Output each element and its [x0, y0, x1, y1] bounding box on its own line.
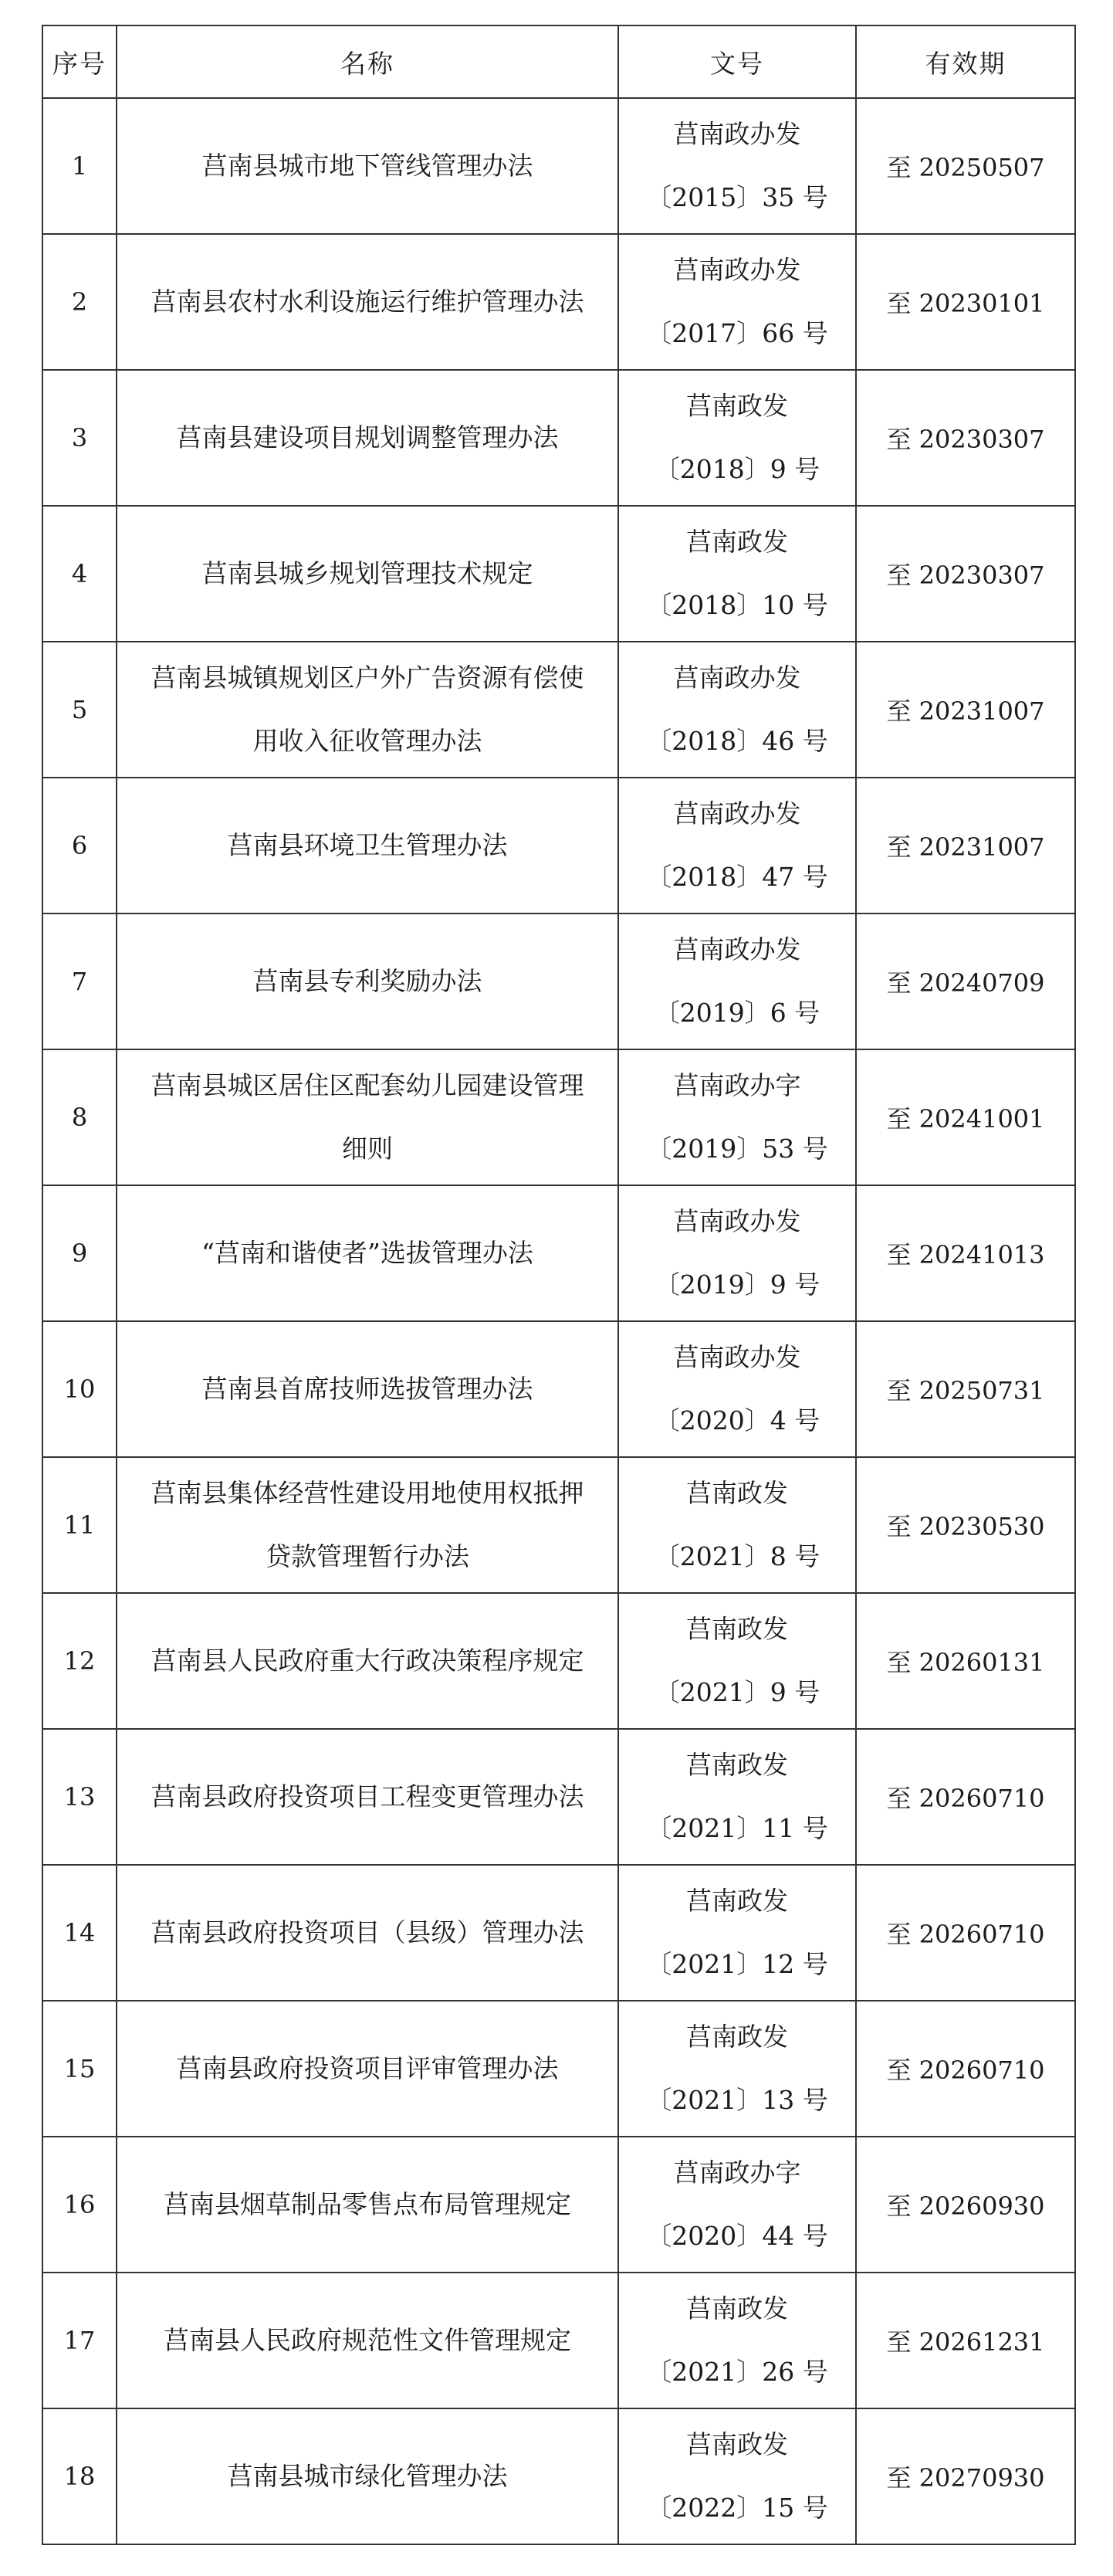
document-issuer-line: 莒南政办字	[673, 1070, 801, 1100]
document-issuer-line: 莒南政办发	[673, 798, 801, 829]
document-number-line: 〔2018〕10 号	[646, 590, 828, 620]
validity-cell: 至 20250731	[856, 1321, 1075, 1457]
validity-cell: 至 20230101	[856, 234, 1075, 370]
serial-number-cell: 16	[42, 2137, 117, 2273]
document-issuer-line: 莒南政发	[686, 1886, 788, 1916]
name-line: 莒南县烟草制品零售点布局管理规定	[164, 2189, 571, 2219]
validity-cell: 至 20260930	[856, 2137, 1075, 2273]
document-issuer-line: 莒南政办发	[673, 934, 801, 964]
validity-cell: 至 20240709	[856, 913, 1075, 1049]
table-row	[42, 370, 1075, 506]
header-row	[42, 25, 1075, 98]
serial-number-cell: 1	[42, 98, 117, 234]
document-number-line: 〔2022〕15 号	[646, 2493, 828, 2523]
name-line: 莒南县首席技师选拔管理办法	[201, 1374, 533, 1404]
regulations-table	[42, 25, 1076, 2545]
document-number-cell	[618, 2001, 856, 2137]
name-cell	[117, 234, 618, 370]
name-cell	[117, 1185, 618, 1321]
name-cell	[117, 98, 618, 234]
table-row	[42, 1865, 1075, 2001]
serial-number-cell: 6	[42, 778, 117, 913]
serial-number-cell: 7	[42, 913, 117, 1049]
header-name: 名称	[117, 25, 618, 98]
document-number-line: 〔2021〕8 号	[654, 1541, 820, 1571]
document-number-line: 〔2015〕35 号	[646, 182, 828, 212]
document-issuer-line: 莒南政办发	[673, 1206, 801, 1236]
name-line: 莒南县政府投资项目（县级）管理办法	[151, 1917, 584, 1947]
name-line: 莒南县环境卫生管理办法	[227, 830, 508, 860]
name-line: 莒南县集体经营性建设用地使用权抵押	[151, 1478, 584, 1508]
serial-number-cell: 3	[42, 370, 117, 506]
document-number-cell	[618, 2273, 856, 2408]
document-number-cell	[618, 2137, 856, 2273]
document-number-cell	[618, 778, 856, 913]
document-number-line: 〔2019〕53 号	[646, 1134, 828, 1164]
validity-cell: 至 20261231	[856, 2273, 1075, 2408]
serial-number-cell: 18	[42, 2408, 117, 2544]
name-line: 贷款管理暂行办法	[266, 1541, 469, 1571]
name-line: 莒南县城乡规划管理技术规定	[201, 558, 533, 588]
name-line: 莒南县政府投资项目工程变更管理办法	[151, 1781, 584, 1812]
table-row	[42, 2408, 1075, 2544]
document-number-line: 〔2018〕47 号	[646, 862, 828, 892]
name-line: 莒南县农村水利设施运行维护管理办法	[151, 286, 584, 317]
table-row	[42, 1593, 1075, 1729]
validity-cell: 至 20230530	[856, 1457, 1075, 1593]
document-number-line: 〔2019〕9 号	[654, 1269, 820, 1300]
table-row	[42, 234, 1075, 370]
table-row	[42, 913, 1075, 1049]
document-issuer-line: 莒南政发	[686, 527, 788, 557]
table-row	[42, 2137, 1075, 2273]
document-number-cell	[618, 913, 856, 1049]
validity-cell: 至 20230307	[856, 370, 1075, 506]
name-cell	[117, 2408, 618, 2544]
name-cell	[117, 1865, 618, 2001]
table-row	[42, 506, 1075, 642]
name-line: 莒南县人民政府重大行政决策程序规定	[151, 1646, 584, 1676]
document-number-cell	[618, 1865, 856, 2001]
document-number-cell	[618, 98, 856, 234]
table-body	[42, 98, 1075, 2544]
table-row	[42, 1185, 1075, 1321]
document-number-cell	[618, 1049, 856, 1185]
table-row	[42, 1049, 1075, 1185]
serial-number-cell: 8	[42, 1049, 117, 1185]
name-cell	[117, 1729, 618, 1865]
name-cell	[117, 2137, 618, 2273]
table-row	[42, 98, 1075, 234]
name-line: 莒南县政府投资项目评审管理办法	[176, 2053, 559, 2083]
document-number-cell	[618, 1457, 856, 1593]
serial-number-cell: 14	[42, 1865, 117, 2001]
name-line: 莒南县城市地下管线管理办法	[201, 151, 533, 181]
name-line: 莒南县城镇规划区户外广告资源有偿使	[151, 663, 584, 693]
document-issuer-line: 莒南政办发	[673, 119, 801, 149]
table-row	[42, 642, 1075, 778]
document-issuer-line: 莒南政发	[686, 2022, 788, 2052]
validity-cell: 至 20231007	[856, 778, 1075, 913]
document-issuer-line: 莒南政发	[686, 391, 788, 421]
document-number-cell	[618, 1185, 856, 1321]
name-cell	[117, 506, 618, 642]
document-number-cell	[618, 234, 856, 370]
document-number-line: 〔2018〕9 号	[654, 454, 820, 484]
document-number-cell	[618, 1729, 856, 1865]
name-cell	[117, 1049, 618, 1185]
header-document-number: 文号	[618, 25, 856, 98]
name-line: 细则	[342, 1134, 393, 1164]
document-number-cell	[618, 506, 856, 642]
validity-cell: 至 20260710	[856, 1865, 1075, 2001]
document-number-line: 〔2021〕13 号	[646, 2085, 828, 2115]
serial-number-cell: 4	[42, 506, 117, 642]
name-cell	[117, 1321, 618, 1457]
serial-number-cell: 9	[42, 1185, 117, 1321]
serial-number-cell: 5	[42, 642, 117, 778]
document-issuer-line: 莒南政办发	[673, 255, 801, 285]
serial-number-cell: 13	[42, 1729, 117, 1865]
document-number-line: 〔2021〕9 号	[654, 1677, 820, 1707]
document-number-cell	[618, 2408, 856, 2544]
validity-cell: 至 20260131	[856, 1593, 1075, 1729]
table-header	[42, 25, 1075, 98]
document-number-cell	[618, 642, 856, 778]
document-number-line: 〔2019〕6 号	[654, 998, 820, 1028]
table-row	[42, 2273, 1075, 2408]
table-row	[42, 1729, 1075, 1865]
name-line: 莒南县城区居住区配套幼儿园建设管理	[151, 1070, 584, 1100]
serial-number-cell: 10	[42, 1321, 117, 1457]
document-number-cell	[618, 1593, 856, 1729]
table-row	[42, 1321, 1075, 1457]
name-line: 用收入征收管理办法	[252, 726, 482, 756]
document-number-line: 〔2018〕46 号	[646, 726, 828, 756]
validity-cell: 至 20241001	[856, 1049, 1075, 1185]
document-page	[42, 25, 1076, 2545]
validity-cell: 至 20260710	[856, 2001, 1075, 2137]
validity-cell: 至 20230307	[856, 506, 1075, 642]
validity-cell: 至 20241013	[856, 1185, 1075, 1321]
name-line: 莒南县专利奖励办法	[252, 966, 482, 996]
document-issuer-line: 莒南政发	[686, 2429, 788, 2459]
document-number-line: 〔2021〕11 号	[646, 1813, 828, 1843]
document-issuer-line: 莒南政办发	[673, 663, 801, 693]
serial-number-cell: 11	[42, 1457, 117, 1593]
document-number-line: 〔2021〕26 号	[646, 2357, 828, 2387]
serial-number-cell: 2	[42, 234, 117, 370]
document-issuer-line: 莒南政发	[686, 1478, 788, 1508]
name-line: 莒南县人民政府规范性文件管理规定	[164, 2325, 571, 2355]
document-number-line: 〔2020〕4 号	[654, 1405, 820, 1435]
validity-cell: 至 20231007	[856, 642, 1075, 778]
name-cell	[117, 370, 618, 506]
serial-number-cell: 12	[42, 1593, 117, 1729]
name-cell	[117, 1593, 618, 1729]
name-cell	[117, 1457, 618, 1593]
table-row	[42, 2001, 1075, 2137]
name-line: 莒南县建设项目规划调整管理办法	[176, 422, 559, 452]
header-validity: 有效期	[856, 25, 1075, 98]
document-issuer-line: 莒南政发	[686, 1614, 788, 1644]
serial-number-cell: 17	[42, 2273, 117, 2408]
name-cell	[117, 778, 618, 913]
document-issuer-line: 莒南政发	[686, 2293, 788, 2323]
document-issuer-line: 莒南政发	[686, 1750, 788, 1780]
document-number-line: 〔2017〕66 号	[646, 318, 828, 348]
header-serial-number: 序号	[42, 25, 117, 98]
name-cell	[117, 913, 618, 1049]
table-row	[42, 1457, 1075, 1593]
document-number-line: 〔2021〕12 号	[646, 1949, 828, 1979]
validity-cell: 至 20260710	[856, 1729, 1075, 1865]
name-cell	[117, 642, 618, 778]
document-issuer-line: 莒南政办发	[673, 1342, 801, 1372]
table-row	[42, 778, 1075, 913]
document-issuer-line: 莒南政办字	[673, 2157, 801, 2188]
name-cell	[117, 2001, 618, 2137]
name-line: “莒南和谐使者”选拔管理办法	[201, 1238, 533, 1268]
name-cell	[117, 2273, 618, 2408]
name-line: 莒南县城市绿化管理办法	[227, 2461, 508, 2491]
document-number-cell	[618, 1321, 856, 1457]
serial-number-cell: 15	[42, 2001, 117, 2137]
document-number-cell	[618, 370, 856, 506]
validity-cell: 至 20250507	[856, 98, 1075, 234]
validity-cell: 至 20270930	[856, 2408, 1075, 2544]
document-number-line: 〔2020〕44 号	[646, 2221, 828, 2251]
